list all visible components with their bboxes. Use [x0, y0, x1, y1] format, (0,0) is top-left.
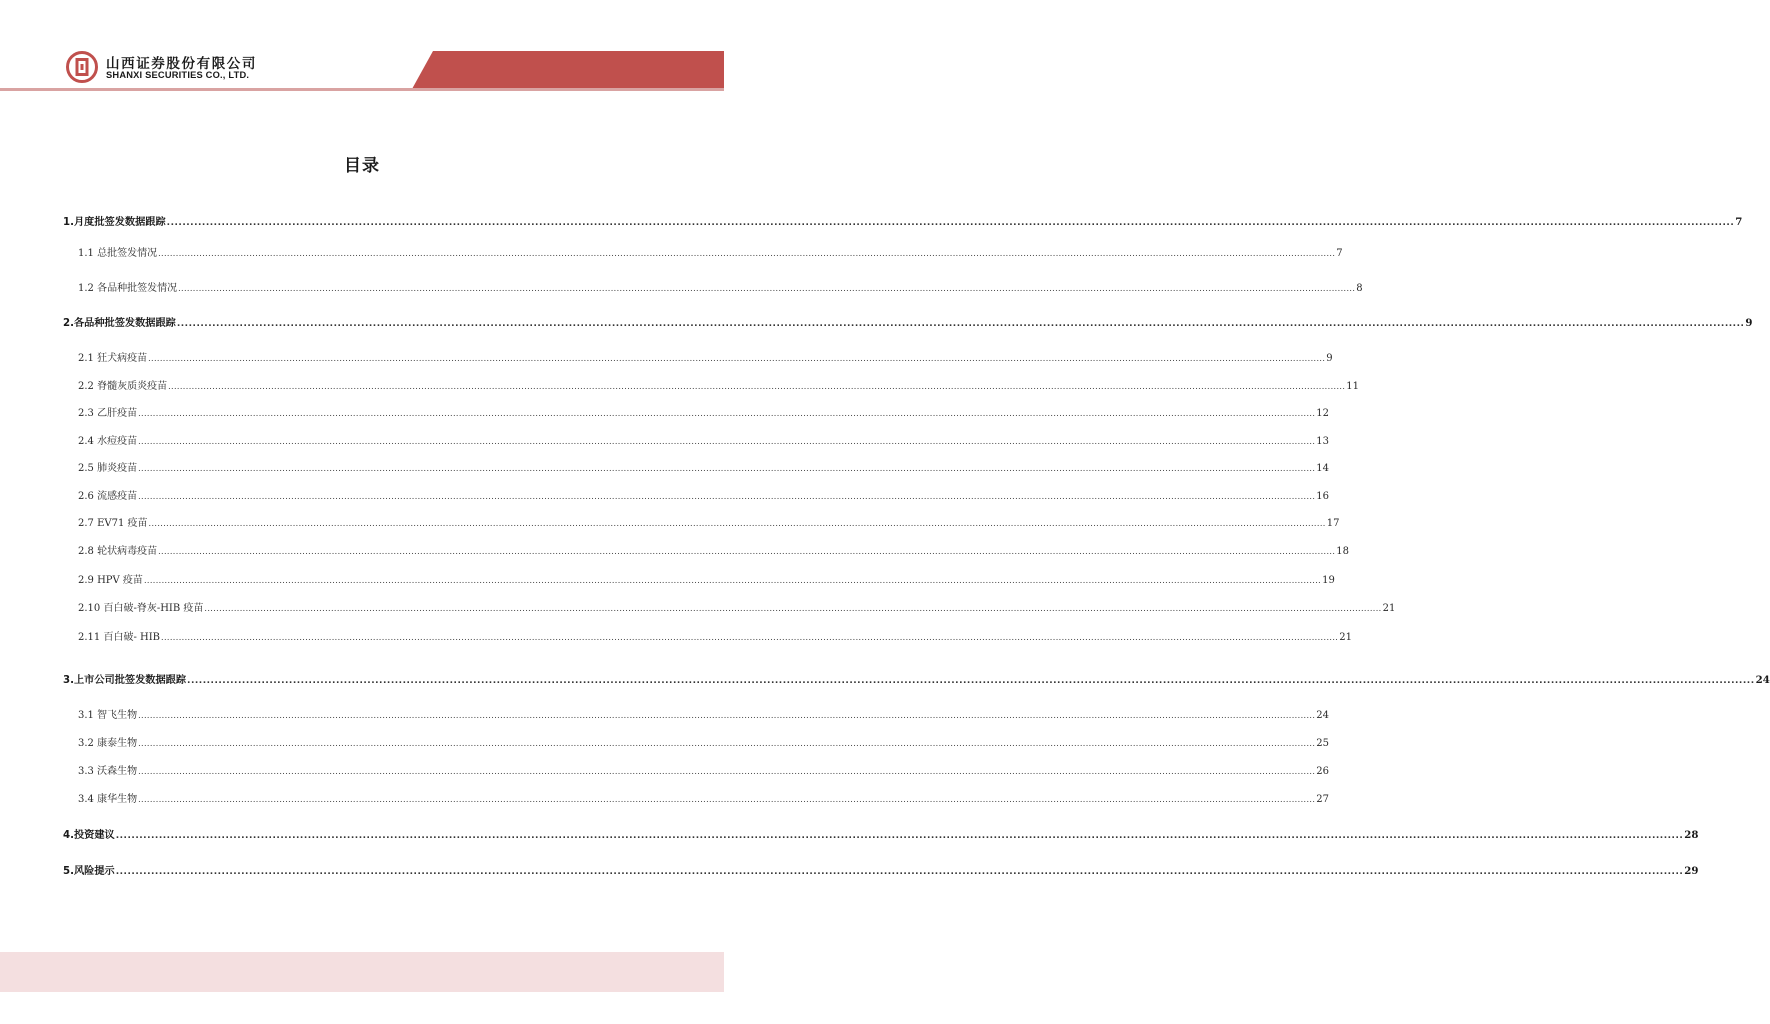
- toc-entry-page: 9: [1745, 317, 1753, 329]
- footer-band: [0, 952, 724, 992]
- toc-section-link[interactable]: [63, 314, 1753, 330]
- toc-subsection-link[interactable]: [78, 734, 1330, 750]
- toc-entry-page: 25: [1316, 738, 1330, 749]
- toc-entry-page: 7: [1735, 216, 1743, 228]
- toc-entry-label: 3.上市公司批签发数据跟踪: [63, 675, 187, 686]
- toc-leader-dots: ................................................................................................................................................................................................................................................................................................................................................................................................................: [138, 711, 1316, 720]
- toc-entry-label: 1.1 总批签发情况: [78, 248, 158, 259]
- toc-entry-label: 2.各品种批签发数据跟踪: [63, 318, 176, 329]
- toc-leader-dots: ................................................................................................................................................................................................................................................................................................................................................................................................................: [143, 576, 1322, 585]
- toc-entry-label: 2.7 EV71 疫苗: [78, 518, 148, 529]
- toc-entry-page: 21: [1339, 632, 1352, 643]
- toc-leader-dots: ................................................................................................................................................................................................................................................................................................................................................................................................................: [138, 795, 1316, 804]
- toc-entry-label: 2.11 百白破- HIB: [78, 632, 161, 643]
- toc-entry-page: 11: [1346, 381, 1360, 392]
- toc-subsection-link[interactable]: [78, 279, 1363, 295]
- toc-entry-label: 5.风险提示: [63, 866, 115, 877]
- company-name-cn: 山西证券股份有限公司: [106, 56, 257, 72]
- header-band: [0, 0, 724, 100]
- company-name-en: SHANXI SECURITIES CO., LTD.: [106, 70, 250, 80]
- toc-entry-page: 29: [1684, 865, 1699, 877]
- toc-leader-dots: ................................................................................................................................................................................................................................................................................................................................................................................................................: [138, 767, 1316, 776]
- toc-subsection-link[interactable]: [78, 706, 1330, 722]
- toc-leader-dots: ................................................................................................................................................................................................................................................................................................................................................................................................................: [115, 867, 1684, 877]
- toc-section-link[interactable]: [63, 213, 1743, 229]
- toc-section-link[interactable]: [63, 862, 1699, 878]
- toc-entry-label: 2.10 百白破-脊灰-HIB 疫苗: [78, 603, 204, 614]
- toc-leader-dots: ................................................................................................................................................................................................................................................................................................................................................................................................................: [161, 633, 1339, 642]
- toc-entry-label: 3.3 沃森生物: [78, 766, 138, 777]
- toc-entry-page: 17: [1326, 518, 1340, 529]
- toc-section-link[interactable]: [63, 671, 1770, 687]
- toc-leader-dots: ................................................................................................................................................................................................................................................................................................................................................................................................................: [138, 492, 1316, 501]
- toc-entry-label: 2.3 乙肝疫苗: [78, 408, 138, 419]
- toc-entry-label: 2.8 轮状病毒疫苗: [78, 546, 158, 557]
- toc-subsection-link[interactable]: [78, 599, 1396, 615]
- toc-entry-label: 3.1 智飞生物: [78, 710, 138, 721]
- toc-subsection-link[interactable]: [78, 459, 1330, 475]
- toc-entry-page: 24: [1755, 674, 1770, 686]
- toc-entry-page: 21: [1382, 603, 1396, 614]
- toc-subsection-link[interactable]: [78, 790, 1330, 806]
- toc-subsection-link[interactable]: [78, 628, 1352, 644]
- toc-title: 目录: [344, 156, 380, 176]
- toc-entry-page: 24: [1316, 710, 1330, 721]
- toc-entry-page: 12: [1316, 408, 1330, 419]
- toc-leader-dots: ................................................................................................................................................................................................................................................................................................................................................................................................................: [138, 464, 1316, 473]
- toc-leader-dots: ................................................................................................................................................................................................................................................................................................................................................................................................................: [176, 319, 1745, 329]
- toc-subsection-link[interactable]: [78, 542, 1350, 558]
- toc-entry-label: 3.2 康泰生物: [78, 738, 138, 749]
- toc-leader-dots: ................................................................................................................................................................................................................................................................................................................................................................................................................: [178, 284, 1356, 293]
- toc-entry-label: 4.投资建议: [63, 830, 115, 841]
- toc-subsection-link[interactable]: [78, 487, 1330, 503]
- toc-leader-dots: ................................................................................................................................................................................................................................................................................................................................................................................................................: [158, 249, 1336, 258]
- toc-section-link[interactable]: [63, 826, 1699, 842]
- toc-entry-label: 2.9 HPV 疫苗: [78, 575, 143, 586]
- toc-entry-page: 8: [1356, 283, 1363, 294]
- toc-leader-dots: ................................................................................................................................................................................................................................................................................................................................................................................................................: [138, 739, 1316, 748]
- toc-leader-dots: ................................................................................................................................................................................................................................................................................................................................................................................................................: [148, 354, 1326, 363]
- page-header: [0, 0, 724, 100]
- toc-entry-page: 18: [1336, 546, 1350, 557]
- toc-entry-page: 16: [1316, 491, 1330, 502]
- toc-subsection-link[interactable]: [78, 432, 1330, 448]
- toc-entry-page: 26: [1316, 766, 1330, 777]
- toc-leader-dots: ................................................................................................................................................................................................................................................................................................................................................................................................................: [168, 382, 1346, 391]
- toc-subsection-link[interactable]: [78, 571, 1335, 587]
- toc-leader-dots: ................................................................................................................................................................................................................................................................................................................................................................................................................: [158, 547, 1336, 556]
- toc-subsection-link[interactable]: [78, 404, 1330, 420]
- toc-entry-label: 2.2 脊髓灰质炎疫苗: [78, 381, 168, 392]
- toc-entry-page: 9: [1326, 353, 1333, 364]
- toc-entry-page: 28: [1684, 829, 1699, 841]
- toc-leader-dots: ................................................................................................................................................................................................................................................................................................................................................................................................................: [187, 676, 1755, 686]
- toc-entry-label: 2.1 狂犬病疫苗: [78, 353, 148, 364]
- toc-entry-label: 3.4 康华生物: [78, 794, 138, 805]
- toc-entry-page: 7: [1336, 248, 1343, 259]
- toc-entry-label: 1.2 各品种批签发情况: [78, 283, 178, 294]
- toc-leader-dots: ................................................................................................................................................................................................................................................................................................................................................................................................................: [115, 831, 1684, 841]
- toc-entry-page: 14: [1316, 463, 1330, 474]
- toc-subsection-link[interactable]: [78, 377, 1360, 393]
- toc-entry-label: 2.4 水痘疫苗: [78, 436, 138, 447]
- toc-leader-dots: ................................................................................................................................................................................................................................................................................................................................................................................................................: [148, 519, 1326, 528]
- toc-leader-dots: ................................................................................................................................................................................................................................................................................................................................................................................................................: [138, 409, 1316, 418]
- toc-subsection-link[interactable]: [78, 244, 1343, 260]
- company-logo-icon: [66, 51, 98, 83]
- toc-subsection-link[interactable]: [78, 514, 1340, 530]
- toc-leader-dots: ................................................................................................................................................................................................................................................................................................................................................................................................................: [204, 604, 1382, 613]
- toc-leader-dots: ................................................................................................................................................................................................................................................................................................................................................................................................................: [166, 218, 1735, 228]
- toc-entry-page: 19: [1322, 575, 1335, 586]
- toc-entry-label: 1.月度批签发数据跟踪: [63, 217, 166, 228]
- toc-subsection-link[interactable]: [78, 349, 1333, 365]
- toc-entry-page: 27: [1316, 794, 1330, 805]
- toc-entry-label: 2.5 肺炎疫苗: [78, 463, 138, 474]
- toc-entry-label: 2.6 流感疫苗: [78, 491, 138, 502]
- toc-subsection-link[interactable]: [78, 762, 1330, 778]
- toc-entry-page: 13: [1316, 436, 1330, 447]
- toc-leader-dots: ................................................................................................................................................................................................................................................................................................................................................................................................................: [138, 437, 1316, 446]
